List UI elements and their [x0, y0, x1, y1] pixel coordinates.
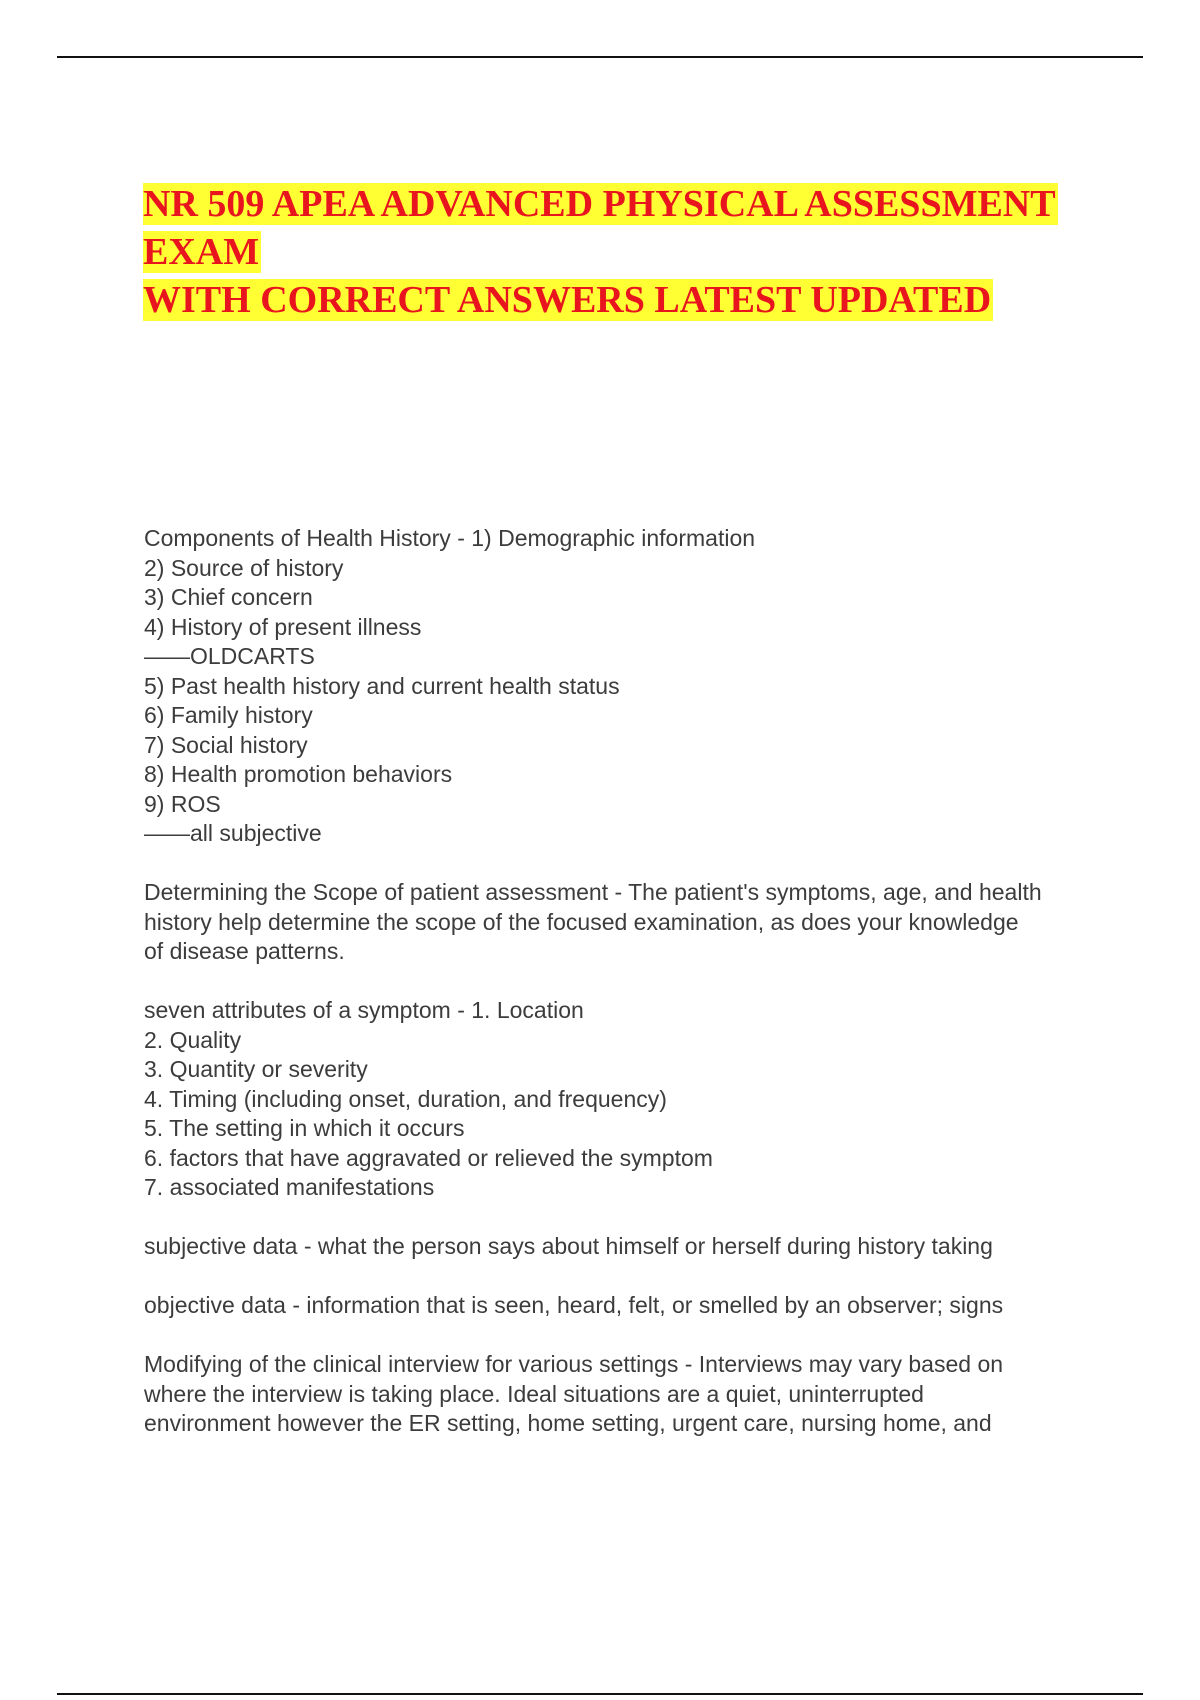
- entry-subjective-data: [144, 1232, 1104, 1262]
- entry-line: 6) Family history: [144, 702, 313, 728]
- entry-line: 7) Social history: [144, 731, 308, 758]
- entry-line: Modifying of the clinical interview for various settings - Interviews may vary based on: [144, 1351, 1004, 1377]
- entry-line: 5) Past health history and current health status: [144, 672, 620, 699]
- entry-line: subjective data - what the person says about himself or herself during history taking: [144, 1233, 993, 1259]
- document-title: [143, 180, 1103, 324]
- bottom-divider: [57, 1693, 1143, 1695]
- document-body: [144, 524, 1104, 1468]
- entry-line: 4. Timing (including onset, duration, and frequency): [144, 1085, 667, 1112]
- entry-line: ——OLDCARTS: [144, 643, 315, 669]
- entry-line: 2. Quality: [144, 1026, 242, 1053]
- entry-line: 7. associated manifestations: [144, 1174, 435, 1200]
- entry-line: environment however the ER setting, home setting, urgent care, nursing home, and: [144, 1410, 992, 1436]
- top-divider: [57, 56, 1143, 58]
- entry-line: ——all subjective: [144, 820, 322, 846]
- title-line: NR 509 APEA ADVANCED PHYSICAL ASSESSMENT: [143, 183, 1056, 225]
- entry-line: 4) History of present illness: [144, 613, 422, 640]
- entry-line: 6. factors that have aggravated or relieved the symptom: [144, 1144, 713, 1171]
- entry-seven-attributes: [144, 996, 1104, 1203]
- entry-line: 8) Health promotion behaviors: [144, 761, 453, 787]
- entry-line: 2) Source of history: [144, 554, 344, 581]
- title-line: WITH CORRECT ANSWERS LATEST UPDATED: [143, 279, 992, 321]
- entry-line: 5. The setting in which it occurs: [144, 1115, 465, 1141]
- entry-line: 3. Quantity or severity: [144, 1056, 368, 1082]
- title-line: EXAM: [143, 231, 260, 273]
- entry-line: 3) Chief concern: [144, 584, 313, 610]
- entry-line: seven attributes of a symptom - 1. Location: [144, 997, 584, 1023]
- entry-line: where the interview is taking place. Ideal situations are a quiet, uninterrupted: [144, 1380, 924, 1407]
- entry-scope-of-assessment: [144, 878, 1104, 967]
- entry-modifying-clinical-interview: [144, 1350, 1104, 1439]
- entry-line: Determining the Scope of patient assessment - The patient's symptoms, age, and health: [144, 879, 1042, 905]
- entry-line: Components of Health History - 1) Demographic information: [144, 525, 756, 551]
- entry-components-of-health-history: [144, 524, 1104, 849]
- entry-line: objective data - information that is seen, heard, felt, or smelled by an observer; signs: [144, 1292, 1004, 1318]
- entry-line: history help determine the scope of the focused examination, as does your knowledge: [144, 908, 1019, 935]
- entry-line: 9) ROS: [144, 790, 221, 817]
- entry-objective-data: [144, 1291, 1104, 1321]
- entry-line: of disease patterns.: [144, 938, 345, 964]
